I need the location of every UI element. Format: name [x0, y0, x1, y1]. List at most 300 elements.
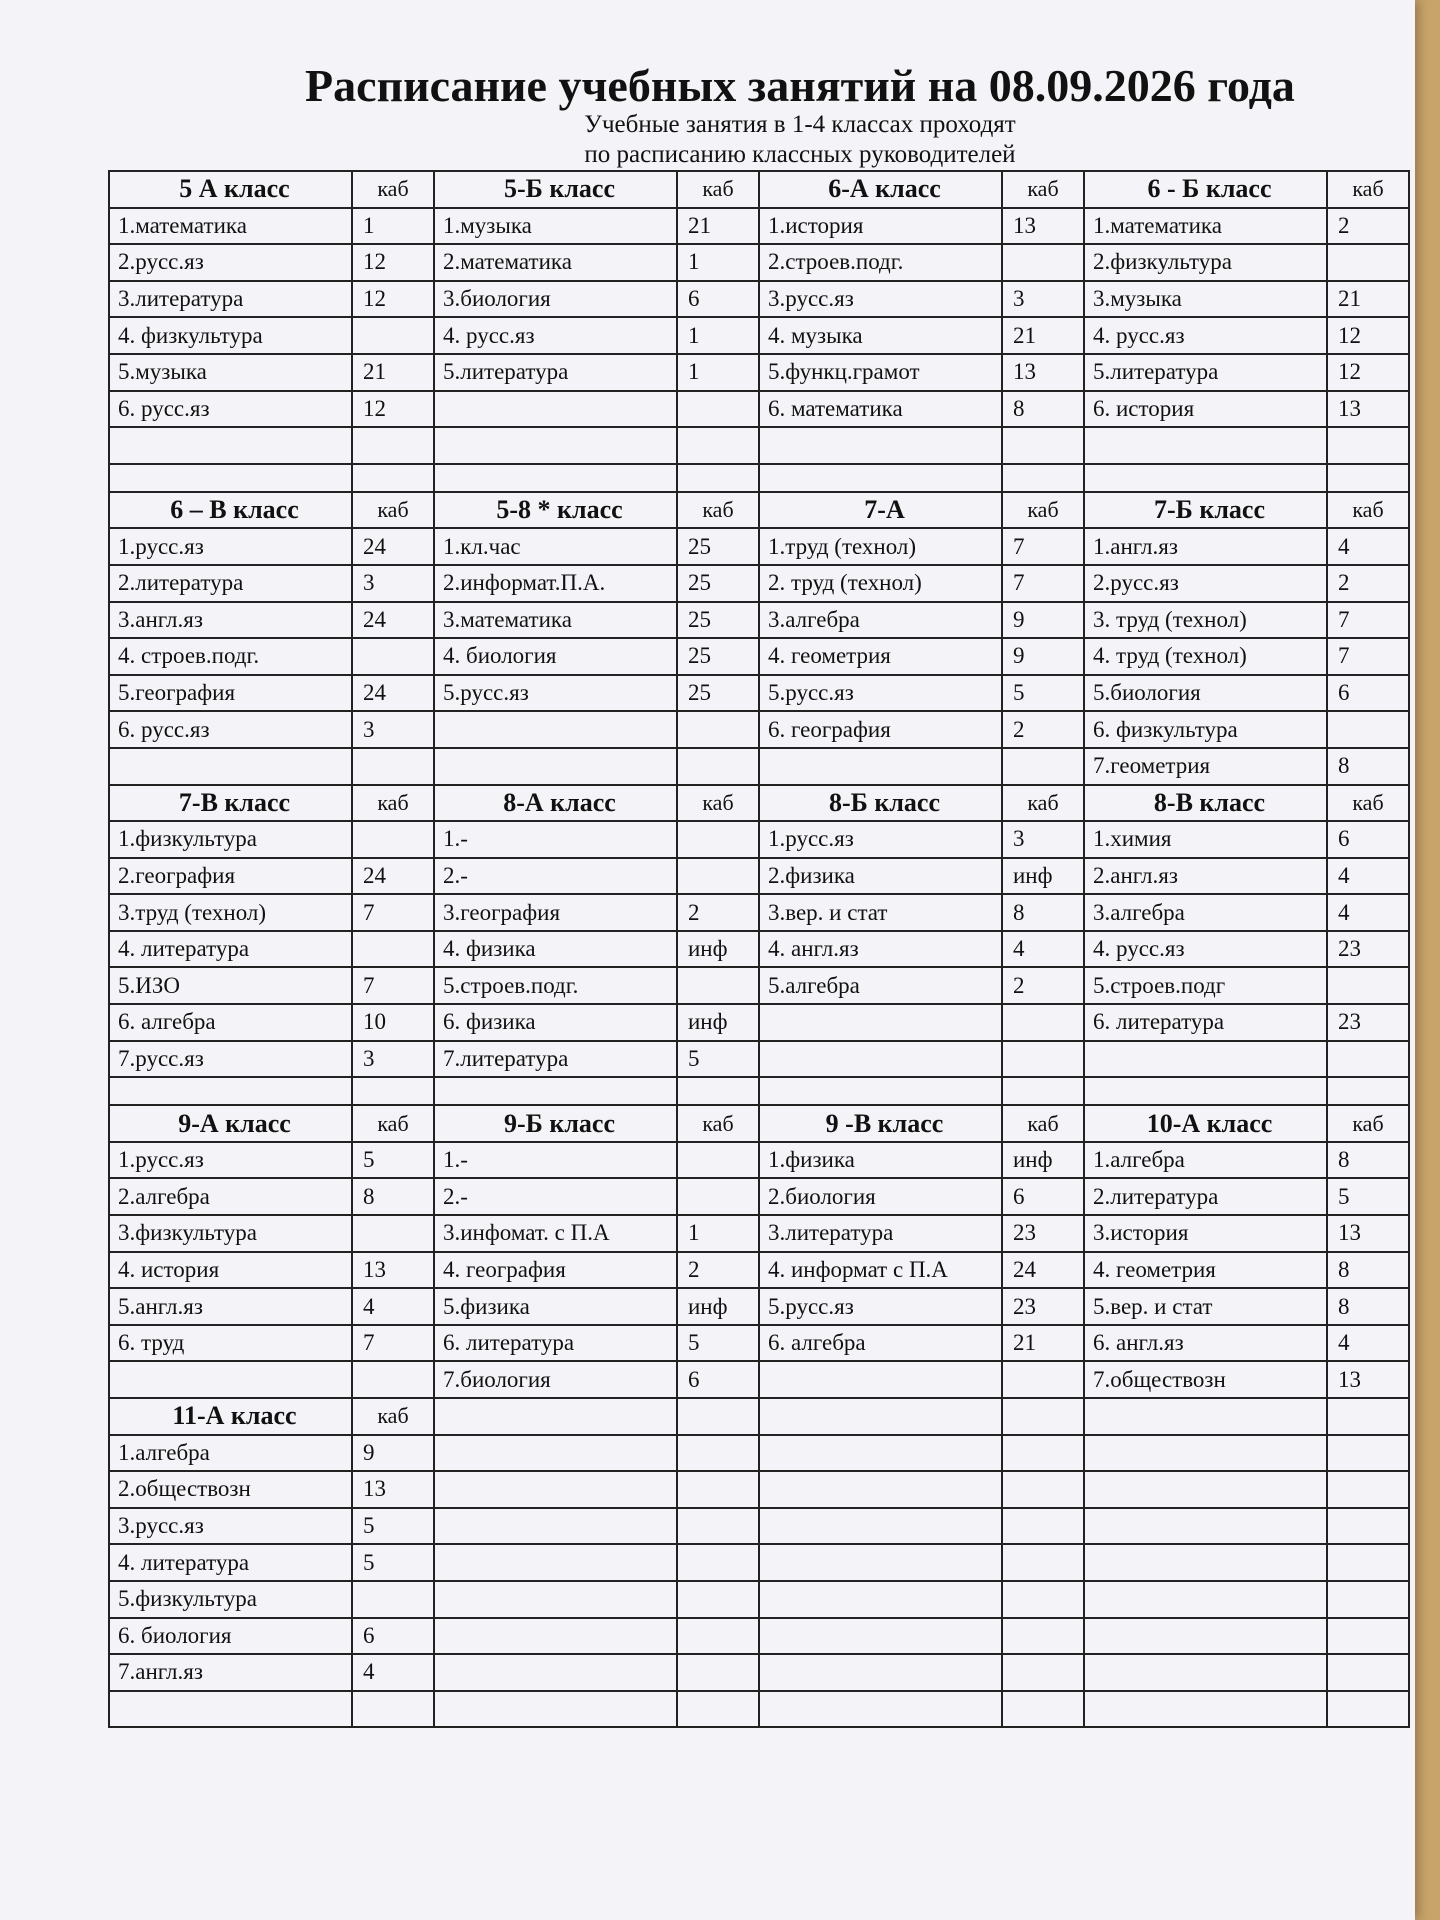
lesson-subject: 6. физкультура: [1084, 711, 1327, 748]
lesson-room: 13: [352, 1252, 434, 1289]
lesson-room: 2: [677, 894, 759, 931]
lesson-room: [1002, 1618, 1084, 1655]
lesson-subject: 5.вер. и стат: [1084, 1288, 1327, 1325]
lesson-subject: 3.биология: [434, 281, 677, 318]
lesson-room: 4: [352, 1654, 434, 1691]
lesson-room: 6: [677, 1361, 759, 1398]
lesson-subject: 2.русс.яз: [1084, 565, 1327, 602]
lesson-room: 25: [677, 602, 759, 639]
lesson-subject: [759, 427, 1002, 464]
lesson-subject: 3.алгебра: [1084, 894, 1327, 931]
lesson-subject: 7.русс.яз: [109, 1041, 352, 1078]
lesson-row: [109, 675, 1409, 712]
lesson-subject: 1.математика: [1084, 208, 1327, 245]
lesson-room: 7: [1327, 638, 1409, 675]
lesson-room: [1002, 1654, 1084, 1691]
lesson-subject: 6. труд: [109, 1325, 352, 1362]
lesson-room: [1002, 1041, 1084, 1078]
room-header: каб: [352, 171, 434, 208]
empty-cell: [1327, 464, 1409, 492]
lesson-room: [1327, 1544, 1409, 1581]
lesson-room: 1: [677, 354, 759, 391]
lesson-room: 7: [1327, 602, 1409, 639]
lesson-room: [1002, 1581, 1084, 1618]
lesson-row: [109, 1435, 1409, 1472]
lesson-subject: 4. строев.подг.: [109, 638, 352, 675]
lesson-room: [677, 711, 759, 748]
lesson-room: инф: [677, 1004, 759, 1041]
lesson-room: [677, 858, 759, 895]
lesson-subject: [434, 391, 677, 428]
lesson-room: 9: [1002, 638, 1084, 675]
empty-cell: [352, 1077, 434, 1105]
lesson-subject: 5.физика: [434, 1288, 677, 1325]
lesson-room: 1: [352, 208, 434, 245]
lesson-subject: 3.физкультура: [109, 1215, 352, 1252]
lesson-subject: 4. биология: [434, 638, 677, 675]
lesson-room: 8: [1327, 748, 1409, 785]
lesson-row: [109, 1471, 1409, 1508]
lesson-subject: 2.алгебра: [109, 1178, 352, 1215]
class-header-row: [109, 171, 1409, 208]
lesson-subject: 3.алгебра: [759, 602, 1002, 639]
lesson-subject: 7.обществозн: [1084, 1361, 1327, 1398]
lesson-row: [109, 1691, 1409, 1728]
lesson-room: [352, 317, 434, 354]
lesson-subject: 6. биология: [109, 1618, 352, 1655]
lesson-subject: [1084, 1654, 1327, 1691]
room-header: [1002, 1398, 1084, 1435]
lesson-subject: 4. физика: [434, 931, 677, 968]
lesson-room: [1002, 1004, 1084, 1041]
room-header: каб: [352, 785, 434, 822]
lesson-subject: [434, 1618, 677, 1655]
lesson-room: 5: [1327, 1178, 1409, 1215]
lesson-room: 25: [677, 565, 759, 602]
lesson-room: [677, 748, 759, 785]
lesson-subject: 1.труд (технол): [759, 528, 1002, 565]
lesson-room: 2: [1327, 565, 1409, 602]
lesson-room: [1002, 1435, 1084, 1472]
class-header-row: [109, 492, 1409, 529]
lesson-room: 6: [1002, 1178, 1084, 1215]
lesson-room: 23: [1327, 1004, 1409, 1041]
lesson-subject: 6. математика: [759, 391, 1002, 428]
lesson-room: [1327, 1508, 1409, 1545]
lesson-room: 23: [1327, 931, 1409, 968]
lesson-row: [109, 1004, 1409, 1041]
lesson-room: 9: [1002, 602, 1084, 639]
lesson-subject: [1084, 1508, 1327, 1545]
lesson-room: 3: [1002, 821, 1084, 858]
lesson-subject: 3.русс.яз: [759, 281, 1002, 318]
lesson-row: [109, 1654, 1409, 1691]
lesson-room: 7: [1002, 528, 1084, 565]
lesson-room: [352, 1361, 434, 1398]
lesson-row: [109, 967, 1409, 1004]
lesson-room: 23: [1002, 1215, 1084, 1252]
lesson-row: [109, 821, 1409, 858]
lesson-subject: 6. география: [759, 711, 1002, 748]
lesson-room: [677, 1654, 759, 1691]
lesson-subject: 5.русс.яз: [759, 675, 1002, 712]
lesson-subject: [1084, 1618, 1327, 1655]
lesson-room: 4: [1327, 894, 1409, 931]
lesson-row: [109, 1508, 1409, 1545]
lesson-subject: 4. музыка: [759, 317, 1002, 354]
lesson-subject: 1.физкультура: [109, 821, 352, 858]
empty-cell: [759, 1077, 1002, 1105]
lesson-subject: 2.англ.яз: [1084, 858, 1327, 895]
lesson-subject: 1.математика: [109, 208, 352, 245]
lesson-room: 2: [677, 1252, 759, 1289]
lesson-room: 8: [1002, 391, 1084, 428]
lesson-subject: 1.-: [434, 1142, 677, 1179]
lesson-subject: 1.химия: [1084, 821, 1327, 858]
lesson-room: 13: [1327, 1361, 1409, 1398]
lesson-room: 13: [1327, 391, 1409, 428]
lesson-subject: 2.литература: [109, 565, 352, 602]
lesson-room: 12: [352, 281, 434, 318]
lesson-room: 4: [1327, 858, 1409, 895]
lesson-subject: [759, 1581, 1002, 1618]
room-header: каб: [1002, 785, 1084, 822]
class-name: [434, 1398, 677, 1435]
lesson-room: 10: [352, 1004, 434, 1041]
lesson-subject: [434, 1544, 677, 1581]
lesson-subject: [1084, 1581, 1327, 1618]
lesson-room: 2: [1002, 967, 1084, 1004]
lesson-room: 23: [1002, 1288, 1084, 1325]
lesson-room: 8: [1002, 894, 1084, 931]
lesson-room: [677, 1544, 759, 1581]
lesson-subject: 6. русс.яз: [109, 391, 352, 428]
lesson-room: 3: [352, 1041, 434, 1078]
empty-cell: [1084, 464, 1327, 492]
lesson-room: [677, 1178, 759, 1215]
lesson-subject: 3.математика: [434, 602, 677, 639]
lesson-room: [352, 638, 434, 675]
lesson-row: [109, 711, 1409, 748]
lesson-room: инф: [1002, 1142, 1084, 1179]
lesson-room: [1327, 1691, 1409, 1728]
lesson-room: 2: [1327, 208, 1409, 245]
lesson-subject: 2.литература: [1084, 1178, 1327, 1215]
lesson-subject: 5.литература: [1084, 354, 1327, 391]
lesson-row: [109, 1288, 1409, 1325]
room-header: каб: [352, 492, 434, 529]
lesson-subject: 3.литература: [759, 1215, 1002, 1252]
class-name: [1084, 1398, 1327, 1435]
lesson-subject: [1084, 1544, 1327, 1581]
lesson-room: 13: [1002, 354, 1084, 391]
lesson-room: [677, 427, 759, 464]
lesson-subject: 2.информат.П.А.: [434, 565, 677, 602]
lesson-row: [109, 1325, 1409, 1362]
lesson-room: [1327, 1041, 1409, 1078]
lesson-subject: 4. геометрия: [759, 638, 1002, 675]
lesson-subject: 4. литература: [109, 1544, 352, 1581]
lesson-row: [109, 1178, 1409, 1215]
lesson-subject: [434, 427, 677, 464]
lesson-row: [109, 1361, 1409, 1398]
lesson-subject: 1.физика: [759, 1142, 1002, 1179]
lesson-subject: 6. русс.яз: [109, 711, 352, 748]
room-header: каб: [677, 171, 759, 208]
lesson-row: [109, 244, 1409, 281]
lesson-room: 4: [1327, 1325, 1409, 1362]
lesson-subject: [759, 1544, 1002, 1581]
lesson-row: [109, 1215, 1409, 1252]
lesson-room: [352, 1215, 434, 1252]
lesson-subject: 4. англ.яз: [759, 931, 1002, 968]
lesson-subject: 4. история: [109, 1252, 352, 1289]
lesson-subject: [759, 1361, 1002, 1398]
lesson-subject: 1.русс.яз: [109, 528, 352, 565]
class-header-row: [109, 1398, 1409, 1435]
empty-cell: [109, 1077, 352, 1105]
subtitle-line-1: Учебные занятия в 1-4 классах проходят: [584, 111, 1016, 138]
lesson-subject: 4. русс.яз: [1084, 931, 1327, 968]
lesson-subject: 2.-: [434, 1178, 677, 1215]
lesson-room: 9: [352, 1435, 434, 1472]
room-header: каб: [352, 1398, 434, 1435]
lesson-room: [352, 1581, 434, 1618]
empty-cell: [434, 1077, 677, 1105]
lesson-subject: [759, 1618, 1002, 1655]
lesson-subject: 6. англ.яз: [1084, 1325, 1327, 1362]
lesson-subject: [759, 1654, 1002, 1691]
lesson-room: 12: [1327, 354, 1409, 391]
lesson-subject: 2.биология: [759, 1178, 1002, 1215]
lesson-subject: 5.география: [109, 675, 352, 712]
lesson-room: 24: [352, 675, 434, 712]
lesson-subject: 6. история: [1084, 391, 1327, 428]
lesson-subject: 1.русс.яз: [759, 821, 1002, 858]
lesson-subject: 6. физика: [434, 1004, 677, 1041]
lesson-room: 5: [677, 1041, 759, 1078]
lesson-subject: 2.обществозн: [109, 1471, 352, 1508]
room-header: каб: [1327, 492, 1409, 529]
lesson-room: 6: [1327, 821, 1409, 858]
lesson-row: [109, 858, 1409, 895]
lesson-room: 6: [352, 1618, 434, 1655]
class-name: 9 -В класс: [759, 1105, 1002, 1142]
lesson-subject: 3.русс.яз: [109, 1508, 352, 1545]
lesson-subject: [759, 1471, 1002, 1508]
lesson-room: 24: [352, 528, 434, 565]
lesson-subject: 4. геометрия: [1084, 1252, 1327, 1289]
lesson-room: 21: [352, 354, 434, 391]
class-name: [759, 1398, 1002, 1435]
lesson-subject: [1084, 1435, 1327, 1472]
class-name: 7-В класс: [109, 785, 352, 822]
class-header-row: [109, 1105, 1409, 1142]
spacer-row: [109, 1077, 1409, 1105]
lesson-room: [1002, 1691, 1084, 1728]
lesson-row: [109, 748, 1409, 785]
lesson-subject: [1084, 1471, 1327, 1508]
lesson-room: [1002, 748, 1084, 785]
lesson-room: 3: [352, 711, 434, 748]
lesson-room: 12: [1327, 317, 1409, 354]
lesson-room: [1327, 1654, 1409, 1691]
lesson-subject: 2. труд (технол): [759, 565, 1002, 602]
lesson-room: [1327, 1581, 1409, 1618]
lesson-subject: 5.алгебра: [759, 967, 1002, 1004]
room-header: каб: [1002, 171, 1084, 208]
lesson-room: 3: [352, 565, 434, 602]
empty-cell: [1002, 1077, 1084, 1105]
lesson-room: 6: [677, 281, 759, 318]
lesson-room: [677, 1471, 759, 1508]
room-header: [1327, 1398, 1409, 1435]
lesson-subject: 4. русс.яз: [1084, 317, 1327, 354]
lesson-subject: 4. физкультура: [109, 317, 352, 354]
lesson-room: 12: [352, 391, 434, 428]
lesson-row: [109, 528, 1409, 565]
room-header: каб: [352, 1105, 434, 1142]
class-name: 8-А класс: [434, 785, 677, 822]
lesson-subject: 4. информат с П.А: [759, 1252, 1002, 1289]
lesson-room: 21: [677, 208, 759, 245]
lesson-room: [677, 1691, 759, 1728]
lesson-subject: [434, 1435, 677, 1472]
lesson-subject: 5.физкультура: [109, 1581, 352, 1618]
lesson-subject: 3.труд (технол): [109, 894, 352, 931]
lesson-room: 6: [1327, 675, 1409, 712]
class-name: 6-А класс: [759, 171, 1002, 208]
empty-cell: [759, 464, 1002, 492]
lesson-room: 13: [1327, 1215, 1409, 1252]
lesson-subject: 5.строев.подг.: [434, 967, 677, 1004]
lesson-room: 7: [1002, 565, 1084, 602]
lesson-subject: 1.русс.яз: [109, 1142, 352, 1179]
lesson-room: [1002, 1361, 1084, 1398]
lesson-subject: 5.литература: [434, 354, 677, 391]
lesson-subject: 6. алгебра: [109, 1004, 352, 1041]
lesson-room: 8: [1327, 1288, 1409, 1325]
lesson-row: [109, 565, 1409, 602]
lesson-row: [109, 894, 1409, 931]
lesson-room: [352, 821, 434, 858]
lesson-subject: [434, 711, 677, 748]
class-name: 9-А класс: [109, 1105, 352, 1142]
lesson-subject: [434, 1581, 677, 1618]
lesson-subject: 3. труд (технол): [1084, 602, 1327, 639]
lesson-subject: [1084, 1041, 1327, 1078]
lesson-room: 7: [352, 967, 434, 1004]
lesson-subject: [759, 748, 1002, 785]
lesson-room: [677, 391, 759, 428]
lesson-room: 8: [352, 1178, 434, 1215]
lesson-room: 21: [1327, 281, 1409, 318]
lesson-room: [1327, 427, 1409, 464]
empty-cell: [1084, 1077, 1327, 1105]
lesson-subject: 5.русс.яз: [759, 1288, 1002, 1325]
room-header: каб: [1327, 1105, 1409, 1142]
class-name: 8-В класс: [1084, 785, 1327, 822]
lesson-subject: 5.ИЗО: [109, 967, 352, 1004]
subtitle-line-2: по расписанию классных руководителей: [584, 141, 1016, 168]
lesson-subject: 2.физика: [759, 858, 1002, 895]
lesson-subject: [1084, 1691, 1327, 1728]
lesson-row: [109, 1142, 1409, 1179]
class-name: 11-А класс: [109, 1398, 352, 1435]
lesson-subject: 3.музыка: [1084, 281, 1327, 318]
class-header-row: [109, 785, 1409, 822]
class-name: 5-Б класс: [434, 171, 677, 208]
class-name: 10-А класс: [1084, 1105, 1327, 1142]
lesson-subject: 2.русс.яз: [109, 244, 352, 281]
class-name: 6 - Б класс: [1084, 171, 1327, 208]
lesson-subject: [759, 1691, 1002, 1728]
lesson-room: 2: [1002, 711, 1084, 748]
lesson-row: [109, 1041, 1409, 1078]
lesson-room: 24: [352, 858, 434, 895]
room-header: каб: [1002, 492, 1084, 529]
lesson-subject: [109, 427, 352, 464]
lesson-subject: 3.история: [1084, 1215, 1327, 1252]
lesson-room: 5: [352, 1544, 434, 1581]
lesson-room: 1: [677, 244, 759, 281]
lesson-subject: 1.кл.час: [434, 528, 677, 565]
lesson-subject: [434, 1654, 677, 1691]
lesson-subject: 3.литература: [109, 281, 352, 318]
empty-cell: [677, 1077, 759, 1105]
lesson-room: 5: [352, 1142, 434, 1179]
lesson-subject: [434, 1471, 677, 1508]
lesson-room: [677, 1581, 759, 1618]
lesson-subject: 1.история: [759, 208, 1002, 245]
lesson-room: 24: [352, 602, 434, 639]
lesson-subject: 3.инфомат. с П.А: [434, 1215, 677, 1252]
lesson-room: [1002, 244, 1084, 281]
schedule-table: [108, 170, 1410, 1728]
lesson-row: [109, 391, 1409, 428]
lesson-subject: 7.геометрия: [1084, 748, 1327, 785]
lesson-room: [1002, 427, 1084, 464]
lesson-subject: 1.алгебра: [1084, 1142, 1327, 1179]
class-name: 5 А класс: [109, 171, 352, 208]
lesson-subject: 5.функц.грамот: [759, 354, 1002, 391]
class-name: 9-Б класс: [434, 1105, 677, 1142]
lesson-subject: 5.строев.подг: [1084, 967, 1327, 1004]
lesson-subject: 4. труд (технол): [1084, 638, 1327, 675]
lesson-room: 3: [1002, 281, 1084, 318]
room-header: [677, 1398, 759, 1435]
lesson-subject: 2.география: [109, 858, 352, 895]
lesson-row: [109, 208, 1409, 245]
lesson-subject: 6. литература: [1084, 1004, 1327, 1041]
lesson-room: инф: [1002, 858, 1084, 895]
lesson-subject: 6. алгебра: [759, 1325, 1002, 1362]
lesson-row: [109, 1618, 1409, 1655]
lesson-subject: 7.англ.яз: [109, 1654, 352, 1691]
lesson-row: [109, 354, 1409, 391]
lesson-room: 21: [1002, 317, 1084, 354]
lesson-row: [109, 427, 1409, 464]
spacer-row: [109, 464, 1409, 492]
lesson-room: 25: [677, 528, 759, 565]
lesson-subject: 5.англ.яз: [109, 1288, 352, 1325]
lesson-room: [1327, 1618, 1409, 1655]
lesson-row: [109, 317, 1409, 354]
lesson-subject: [1084, 427, 1327, 464]
lesson-row: [109, 1544, 1409, 1581]
lesson-room: [677, 1142, 759, 1179]
lesson-subject: 3.география: [434, 894, 677, 931]
